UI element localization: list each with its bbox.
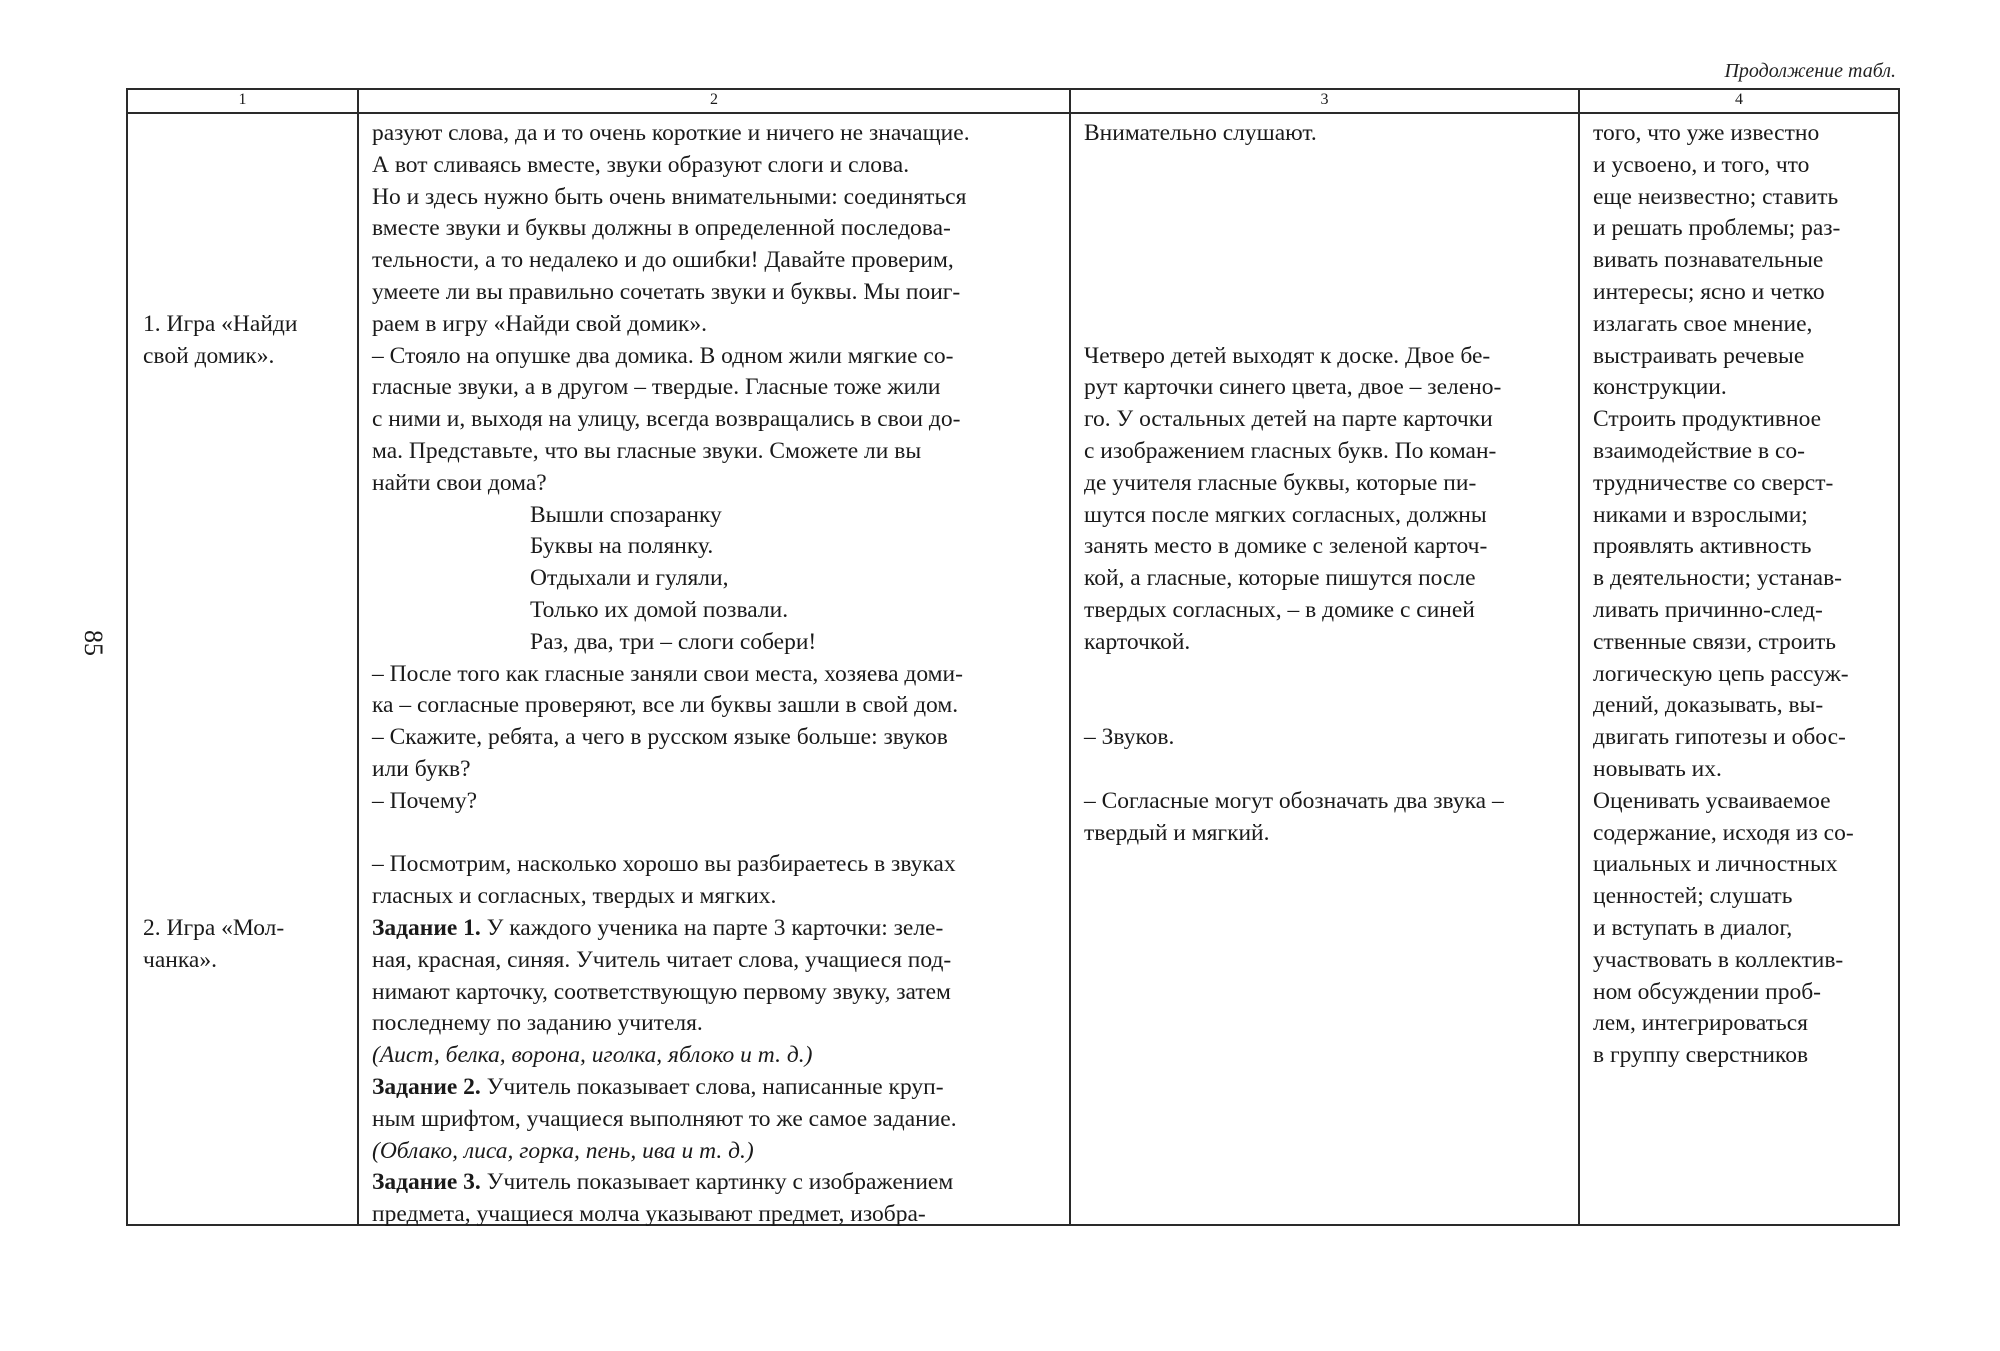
student-line: карточкой. <box>1084 628 1191 655</box>
outcome-line: интересы; ясно и четко <box>1593 279 1825 305</box>
outcome-line: и решать проблемы; раз- <box>1593 215 1841 242</box>
outcome-line: взаимодействие в со- <box>1593 438 1805 464</box>
student-line: Четверо детей выходят к доске. Двое бе- <box>1084 342 1491 369</box>
task-line <box>372 1166 1062 1198</box>
outcome-line: излагать свое мнение, <box>1593 310 1813 337</box>
teacher-line: гласные звуки, а в другом – твердые. Гласные тоже жили <box>372 374 941 401</box>
teacher-line: ка – согласные проверяют, все ли буквы зашли в свой дом. <box>372 692 959 719</box>
header-col-2: 2 <box>358 89 1070 113</box>
header-col-3: 3 <box>1070 89 1579 113</box>
teacher-line: или букв? <box>372 756 471 782</box>
task-text: У каждого ученика на парте 3 карточки: зеле- <box>480 915 944 941</box>
poem-line: Отдыхали и гуляли, <box>530 565 729 592</box>
teacher-line: Но и здесь нужно быть очень внимательными: соединяться <box>372 183 967 210</box>
outcome-line: Строить продуктивное <box>1593 406 1822 433</box>
outcome-line: содержание, исходя из со- <box>1593 819 1854 846</box>
outcome-line: никами и взрослыми; <box>1593 501 1808 528</box>
student-column <box>1072 115 1577 1223</box>
task-title: Задание 2. <box>372 1074 481 1100</box>
student-line: твердый и мягкий. <box>1084 819 1270 846</box>
stage-line: 2. Игра «Мол- <box>143 915 285 941</box>
outcome-line: и усвоено, и того, что <box>1593 151 1810 178</box>
teacher-line: последнему по заданию учителя. <box>372 1010 703 1037</box>
example-line: (Облако, лиса, горка, пень, ива и т. д.) <box>372 1137 754 1164</box>
task-title: Задание 1. <box>372 915 481 941</box>
student-line: занять место в домике с зеленой карточ- <box>1084 533 1488 560</box>
outcome-line: ственные связи, строить <box>1593 628 1837 655</box>
teacher-line: ным шрифтом, учащиеся выполняют то же самое задание. <box>372 1105 957 1132</box>
outcome-line: проявлять активность <box>1593 533 1812 560</box>
teacher-line: предмета, учащиеся молча указывают предмет, изобра- <box>372 1201 926 1228</box>
outcome-line: конструкции. <box>1593 374 1727 401</box>
task-line <box>372 912 1062 944</box>
outcome-line: лем, интегрироваться <box>1593 1010 1808 1037</box>
stage-line: чанка». <box>143 946 217 973</box>
teacher-line: найти свои дома? <box>372 469 547 496</box>
student-line: с изображением гласных букв. По коман- <box>1084 438 1497 464</box>
page-number: 85 <box>79 630 108 656</box>
poem-line: Вышли спозаранку <box>530 501 722 528</box>
student-line: шутся после мягких согласных, должны <box>1084 501 1487 528</box>
stage-line: 1. Игра «Найди <box>143 310 298 337</box>
outcome-line: двигать гипотезы и обос- <box>1593 724 1846 751</box>
teacher-line: с ними и, выходя на улицу, всегда возвращались в свои до- <box>372 406 961 433</box>
teacher-line: нимают карточку, соответствующую первому звуку, затем <box>372 978 951 1005</box>
content-row <box>127 113 1899 1225</box>
student-line: Внимательно слушают. <box>1084 120 1317 146</box>
task-text: Учитель показывает картинку с изображением <box>480 1169 954 1196</box>
student-line: де учителя гласные буквы, которые пи- <box>1084 469 1477 496</box>
teacher-line: – После того как гласные заняли свои места, хозяева доми- <box>372 660 963 687</box>
student-line: – Звуков. <box>1084 724 1175 751</box>
teacher-column <box>360 115 1068 1228</box>
header-col-4: 4 <box>1579 89 1899 113</box>
outcome-line: новывать их. <box>1593 756 1722 782</box>
header-col-1: 1 <box>127 89 358 113</box>
outcome-line: ливать причинно-след- <box>1593 597 1823 623</box>
outcome-line: трудничестве со сверст- <box>1593 469 1834 496</box>
teacher-line: раем в игру «Найди свой домик». <box>372 310 708 337</box>
teacher-line: тельности, а то недалеко и до ошибки! Давайте проверим, <box>372 247 954 274</box>
header-row <box>127 89 1899 113</box>
teacher-line: А вот сливаясь вместе, звуки образуют слоги и слова. <box>372 151 910 178</box>
outcome-line: ном обсуждении проб- <box>1593 978 1821 1005</box>
outcome-line: и вступать в диалог, <box>1593 915 1793 941</box>
teacher-line: – Почему? <box>372 787 478 814</box>
outcomes-column <box>1581 115 1897 1223</box>
poem-line: Буквы на полянку. <box>530 533 714 560</box>
stage-line: свой домик». <box>143 342 275 369</box>
outcome-line: того, что уже известно <box>1593 120 1820 146</box>
teacher-line: гласных и согласных, твердых и мягких. <box>372 883 777 910</box>
teacher-line: ма. Представьте, что вы гласные звуки. Сможете ли вы <box>372 438 922 464</box>
task-text: Учитель показывает слова, написанные круп- <box>480 1074 944 1100</box>
poem-line: Раз, два, три – слоги собери! <box>530 628 817 655</box>
teacher-line: ная, красная, синяя. Учитель читает слова, учащиеся под- <box>372 946 952 973</box>
continuation-label: Продолжение табл. <box>1724 60 1896 82</box>
outcome-line: вивать познавательные <box>1593 247 1824 274</box>
outcome-line: Оценивать усваиваемое <box>1593 787 1831 814</box>
student-line: кой, а гласные, которые пишутся после <box>1084 565 1476 592</box>
task-title: Задание 3. <box>372 1169 481 1196</box>
outcome-line: ценностей; слушать <box>1593 883 1793 910</box>
student-line: твердых согласных, – в домике с синей <box>1084 597 1475 623</box>
teacher-line: – Стояло на опушке два домика. В одном жили мягкие со- <box>372 342 954 369</box>
stage-column <box>129 115 356 1223</box>
teacher-line: – Скажите, ребята, а чего в русском языке больше: звуков <box>372 724 948 751</box>
outcome-line: циальных и личностных <box>1593 851 1838 878</box>
outcome-line: дений, доказывать, вы- <box>1593 692 1824 719</box>
task-line <box>372 1071 1062 1103</box>
teacher-line: вместе звуки и буквы должны в определенной последова- <box>372 215 951 242</box>
poem-line: Только их домой позвали. <box>530 597 789 623</box>
student-line: го. У остальных детей на парте карточки <box>1084 406 1493 433</box>
teacher-line: – Посмотрим, насколько хорошо вы разбираетесь в звуках <box>372 851 956 878</box>
outcome-line: выстраивать речевые <box>1593 342 1805 369</box>
teacher-line: умеете ли вы правильно сочетать звуки и буквы. Мы поиг- <box>372 279 961 305</box>
example-line: (Аист, белка, ворона, иголка, яблоко и т. д.) <box>372 1042 813 1069</box>
outcome-line: еще неизвестно; ставить <box>1593 183 1839 210</box>
teacher-line: разуют слова, да и то очень короткие и ничего не значащие. <box>372 120 970 146</box>
student-line: – Согласные могут обозначать два звука – <box>1084 787 1504 814</box>
outcome-line: в деятельности; устанав- <box>1593 565 1842 592</box>
outcome-line: в группу сверстников <box>1593 1042 1809 1069</box>
lesson-table <box>126 88 1900 1226</box>
student-line: рут карточки синего цвета, двое – зелено- <box>1084 374 1502 401</box>
outcome-line: участвовать в коллектив- <box>1593 946 1844 973</box>
outcome-line: логическую цепь рассуж- <box>1593 660 1849 687</box>
